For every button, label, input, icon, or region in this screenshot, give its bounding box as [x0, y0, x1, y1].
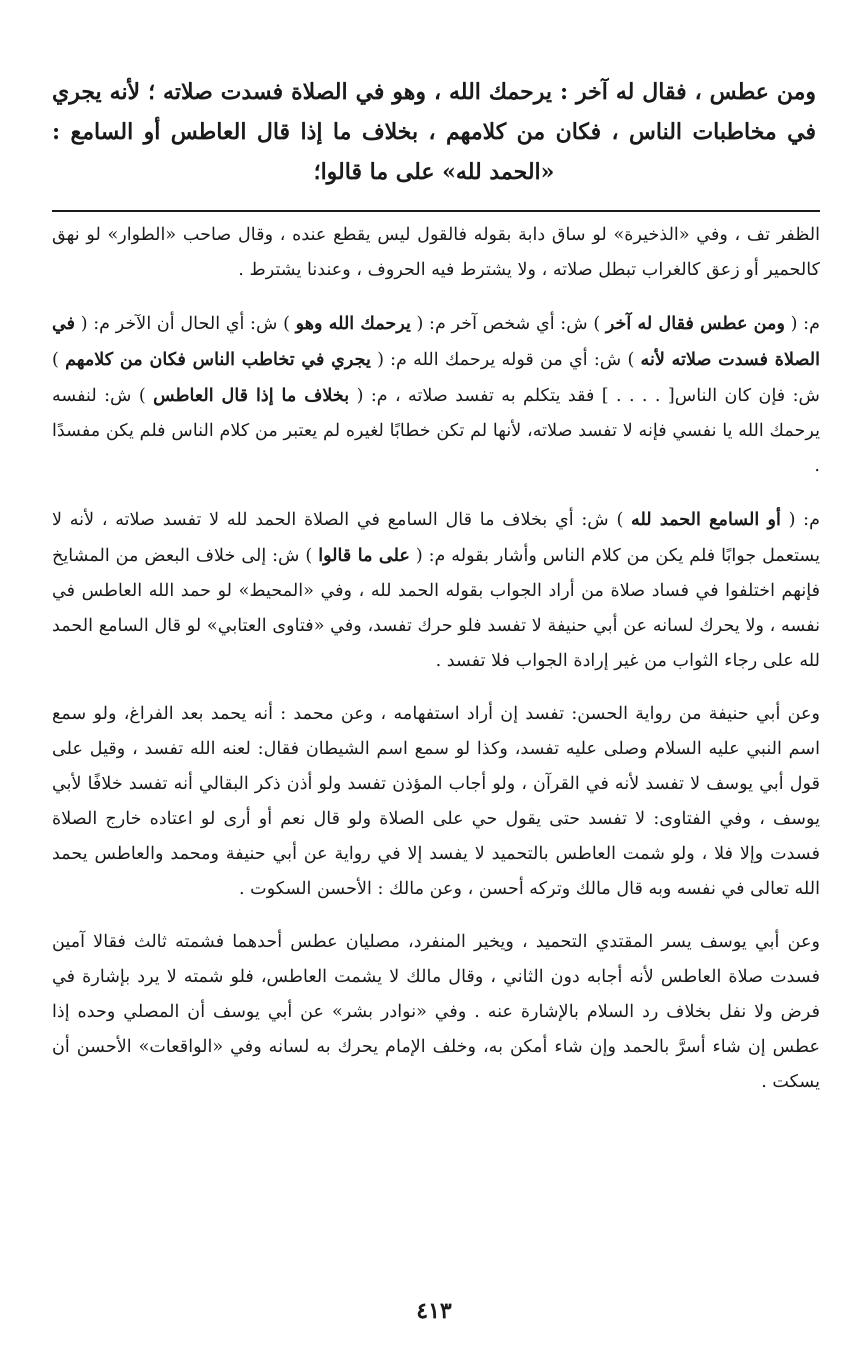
footnote-paragraph: الظفر تف ، وفي «الذخيرة» لو ساق دابة بقوله فالقول ليس يقطع عنده ، وقال صاحب «الطوار» لو نهق كالحمير أو زعق كالغراب تبطل صلاته ، ولا يشترط فيه الحروف ، وعندنا يشترط .: [52, 225, 820, 280]
commentary-body: [52, 218, 820, 1100]
separator-rule: [52, 210, 820, 212]
commentary-paragraph-3: وعن أبي حنيفة من رواية الحسن: تفسد إن أراد استفهامه ، وعن محمد : أنه يحمد بعد الفراغ، ولو سمع اسم النبي عليه السلام وصلى عليه تفسد، وكذا لو سمع اسم الشيطان فقال: لعنه الله تفسد ، وقيل على قول أبي يوسف لا تفسد لأنه في القرآن ، ولو أجاب المؤذن تفسد ولو أذن ذكر البقالي أنه تفسد خلافًا لأبي يوسف ، وفي الفتاوى: لا تفسد حتى يقول حي على الصلاة ولو قال نعم أو أرى لو اعتاده خارج الصلاة فسدت وإلا فلا ، ولو شمت العاطس بالتحميد لا يفسد إلا في رواية عن أبي حنيفة ومحمد والعاطس يحمد الله تعالى في نفسه وبه قال مالك وتركه أحسن ، وعن مالك : الأحسن السكوت .: [52, 704, 820, 899]
text-run: ) ش: أي الحال أن الآخر م: (: [75, 314, 296, 334]
matn-quote: في الصلاة فسدت صلاته لأنه: [52, 313, 820, 370]
text-run: ) ش: إلى خلاف البعض من المشايخ فإنهم اختلفوا في فساد صلاة من أراد الجواب بقوله الحمد لله ، وفي «المحيط» لو حمد الله العاطس في نفسه ، ولا يحرك لسانه عن أبي حنيفة لا تفسد فلو حرك تفسد، وفي «فتاوى العتابي» لو قال السامع الحمد لله على رجاء الثواب من غير إرادة الجواب فلا تفسد .: [52, 546, 820, 671]
matn-quote: يرحمك الله وهو: [295, 313, 411, 334]
commentary-paragraph-1: [52, 306, 820, 484]
matn-quote: أو السامع الحمد لله: [631, 509, 781, 530]
text-run: ) ش: فإن كان الناس[ . . . . ] فقد يتكلم به تفسد صلاته ، م: (: [52, 350, 820, 406]
text-run: م: (: [784, 314, 820, 334]
commentary-paragraph-2: [52, 502, 820, 679]
text-run: ) ش: أي من قوله يرحمك الله م: (: [370, 350, 641, 370]
matn-quote: على ما قالوا: [318, 545, 410, 566]
matn-quote: بخلاف ما إذا قال العاطس: [153, 385, 350, 406]
text-run: ) ش: أي شخص آخر م: (: [410, 314, 606, 334]
text-run: ) ش: لنفسه يرحمك الله يا نفسي فإنه لا تفسد صلاته، لأنها لم تكن خطابًا لغيره لم يعتبر من كلام الناس فلم يكن مفسدًا .: [52, 386, 820, 476]
matn-quote: يجري في تخاطب الناس فكان من كلامهم: [65, 349, 371, 370]
matn-text: ومن عطس ، فقال له آخر : يرحمك الله ، وهو في الصلاة فسدت صلاته ؛ لأنه يجري في مخاطبات الناس ، فكان من كلامهم ، بخلاف ما إذا قال العاطس أو السامع : «الحمد لله» على ما قالوا؛: [52, 79, 816, 185]
page-number: ٤١٣: [416, 1298, 452, 1324]
matn-quote: ومن عطس فقال له آخر: [605, 313, 785, 334]
text-run: ) ش: أي بخلاف ما قال السامع في الصلاة الحمد لله لا تفسد صلاته ، لأنه لا يستعمل جوابًا فلم يكن من كلام الناس وأشار بقوله م: (: [52, 510, 820, 566]
text-run: م: (: [780, 510, 821, 530]
commentary-paragraph-4: وعن أبي يوسف يسر المقتدي التحميد ، ويخير المنفرد، مصليان عطس أحدهما فشمته ثالث فقالا آمين فسدت صلاة العاطس لأنه أجابه دون الثاني ، وقال مالك لا يشمت العاطس، فلو شمته لا يرد بإشارة في فرض ولا نفل بخلاف رد السلام بالإشارة عنه . وفي «نوادر بشر» عن أبي يوسف أن المصلي وحده إذا عطس إن شاء أسرَّ بالحمد وإن شاء أمكن به، وخلف الإمام يحرك به لسانه وفي «الواقعات» الأحسن أن يسكت .: [52, 932, 820, 1092]
